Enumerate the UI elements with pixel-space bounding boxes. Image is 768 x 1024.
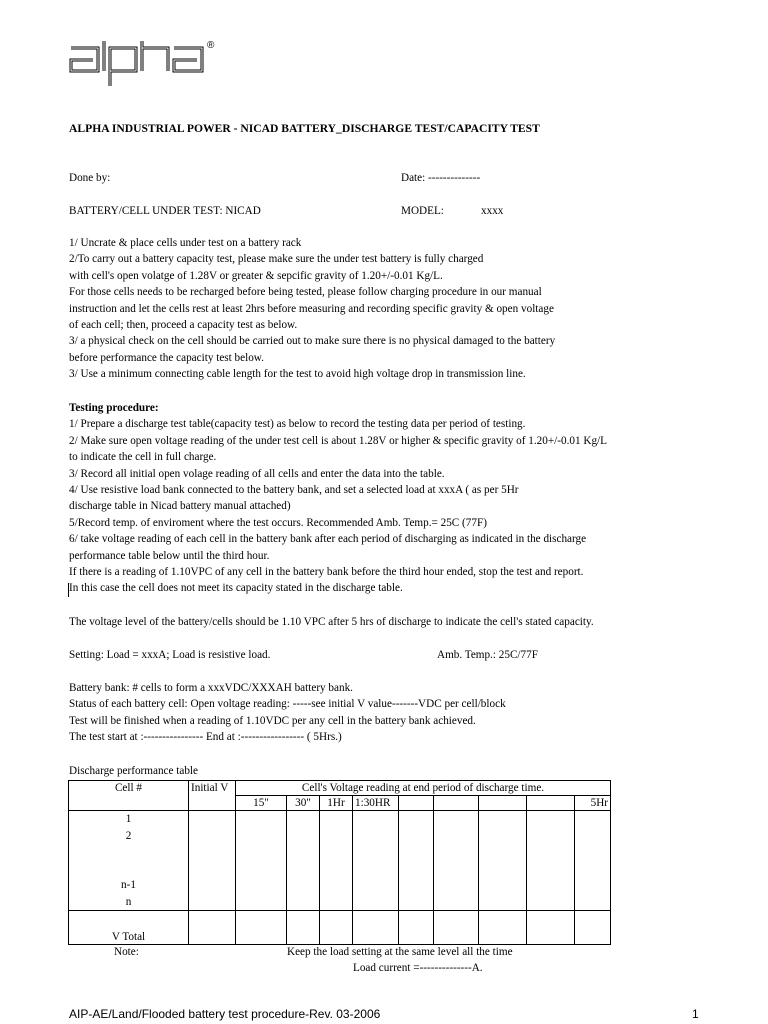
cell-number: 1: [125, 813, 132, 825]
time-header: [527, 796, 575, 811]
table-cell[interactable]: [399, 811, 434, 911]
table-row: [69, 811, 611, 911]
table-cell[interactable]: [527, 811, 575, 911]
note-label: Note:: [114, 946, 139, 958]
prep-line: instruction and let the cells rest at least 2hrs before measuring and recording specific gravity & open voltage: [69, 302, 554, 315]
cell-number-column: [69, 811, 189, 911]
cell-number: 2: [125, 829, 132, 842]
procedure-line: 6/ take voltage reading of each cell in the battery bank after each period of discharging as indicated in the discharge: [69, 533, 587, 546]
table-cell[interactable]: [287, 811, 320, 911]
document-title: ALPHA INDUSTRIAL POWER - NICAD BATTERY_DISCHARGE TEST/CAPACITY TEST: [69, 122, 540, 135]
cell-number: n-1: [121, 879, 136, 891]
model-value: xxxx: [481, 205, 504, 217]
voltage-note: The voltage level of the battery/cells should be 1.10 VPC after 5 hrs of discharge to indicate the cell's stated capacity.: [69, 616, 594, 628]
table-cell[interactable]: [320, 811, 353, 911]
procedure-line: 4/ Use resistive load bank connected to the battery bank, and set a selected load at xxxA ( as per 5Hr: [69, 483, 519, 496]
table-cell[interactable]: [434, 811, 479, 911]
table-cell[interactable]: [575, 911, 611, 945]
table-cell[interactable]: [287, 911, 320, 945]
procedure-line: 5/Record temp. of enviroment where the test occurs. Recommended Amb. Temp.= 25C (77F): [69, 516, 487, 529]
amb-temp: Amb. Temp.: 25C/77F: [437, 649, 538, 661]
preparation-section: [69, 235, 555, 383]
procedure-line: discharge table in Nicad battery manual attached): [69, 500, 291, 513]
procedure-heading: Testing procedure:: [69, 402, 159, 414]
bank-line: Status of each battery cell: Open voltage reading: -----see initial V value-------VDC per cell/block: [69, 698, 506, 711]
battery-bank-section: [69, 680, 506, 746]
procedure-line: 3/ Record all initial open volage reading of all cells and enter the data into the table.: [69, 467, 445, 480]
model-label: MODEL:: [401, 205, 444, 217]
setting-line: Setting: Load = xxxA; Load is resistive load.: [69, 649, 271, 661]
procedure-line: 1/ Prepare a discharge test table(capacity test) as below to record the testing data per period of testing.: [69, 418, 526, 431]
procedure-line: In this case the cell does not meet its capacity stated in the discharge table.: [69, 582, 403, 595]
time-header: 5Hr: [575, 796, 611, 811]
time-header: [479, 796, 527, 811]
table-cell[interactable]: [320, 911, 353, 945]
table-cell[interactable]: [527, 911, 575, 945]
discharge-table: [68, 780, 611, 945]
footer-doc-id: AIP-AE/Land/Flooded battery test procedure-Rev. 03-2006: [69, 1007, 381, 1021]
bank-line: Test will be finished when a reading of 1.10VDC per any cell in the battery bank achieved.: [69, 714, 476, 727]
col-reading-header: Cell's Voltage reading at end period of discharge time.: [236, 781, 611, 796]
table-cell[interactable]: [434, 911, 479, 945]
prep-line: 1/ Uncrate & place cells under test on a battery rack: [69, 237, 302, 249]
table-caption: Discharge performance table: [69, 765, 199, 777]
bank-line: The test start at :---------------- End at :----------------- ( 5Hrs.): [69, 731, 342, 744]
procedure-line: to indicate the cell in full charge.: [69, 451, 217, 464]
cell-number: n: [125, 895, 132, 908]
table-cell[interactable]: [479, 811, 527, 911]
page-number: 1: [692, 1007, 699, 1021]
date-field: Date: --------------: [401, 172, 481, 184]
time-header: [434, 796, 479, 811]
table-cell[interactable]: [189, 911, 236, 945]
prep-line: of each cell; then, proceed a capacity test as below.: [69, 318, 298, 331]
col-cell-header: Cell #: [69, 781, 189, 811]
table-cell[interactable]: [236, 911, 287, 945]
alpha-logo: [68, 38, 218, 103]
prep-line: with cell's open volatge of 1.28V or greater & sepcific gravity of 1.20+/-0.01 Kg/L.: [69, 269, 443, 282]
procedure-line: performance table below until the third hour.: [69, 549, 270, 562]
total-row: [69, 911, 611, 945]
procedure-section: [69, 400, 607, 597]
table-cell[interactable]: [353, 911, 399, 945]
note-text: Keep the load setting at the same level all the time: [287, 946, 513, 958]
table-header-row: [69, 781, 611, 796]
bank-line: Battery bank: # cells to form a xxxVDC/XXXAH battery bank.: [69, 682, 353, 694]
time-header: 15": [236, 796, 287, 811]
time-header: 30": [287, 796, 320, 811]
prep-line: 3/ Use a minimum connecting cable length for the test to avoid high voltage drop in transmission line.: [69, 368, 526, 381]
table-cell[interactable]: [353, 811, 399, 911]
done-by-label: Done by:: [69, 172, 111, 184]
table-cell[interactable]: [479, 911, 527, 945]
table-cell[interactable]: [575, 811, 611, 911]
table-cell[interactable]: [399, 911, 434, 945]
battery-cell-label: BATTERY/CELL UNDER TEST: NICAD: [69, 205, 261, 217]
load-current: Load current =--------------A.: [353, 962, 483, 974]
prep-line: For those cells needs to be recharged before being tested, please follow charging procedure in our manual: [69, 286, 542, 299]
prep-line: 2/To carry out a battery capacity test, please make sure the under test battery is fully charged: [69, 253, 484, 266]
procedure-line: If there is a reading of 1.10VPC of any cell in the battery bank before the third hour ended, stop the test and report.: [69, 565, 584, 578]
text-cursor: [68, 583, 69, 597]
col-initial-header: Initial V: [189, 781, 236, 811]
total-label: V Total: [69, 911, 189, 945]
time-header: 1Hr: [320, 796, 353, 811]
prep-line: 3/ a physical check on the cell should be carried out to make sure there is no physical damaged to the battery: [69, 335, 556, 348]
time-header: [399, 796, 434, 811]
table-cell[interactable]: [189, 811, 236, 911]
time-header: 1:30HR: [353, 796, 399, 811]
prep-line: before performance the capacity test below.: [69, 351, 264, 364]
registered-mark: ®: [207, 40, 215, 51]
table-cell[interactable]: [236, 811, 287, 911]
procedure-line: 2/ Make sure open voltage reading of the under test cell is about 1.28V or higher & specific gravity of 1.20+/-0.01 Kg/L: [69, 434, 607, 447]
